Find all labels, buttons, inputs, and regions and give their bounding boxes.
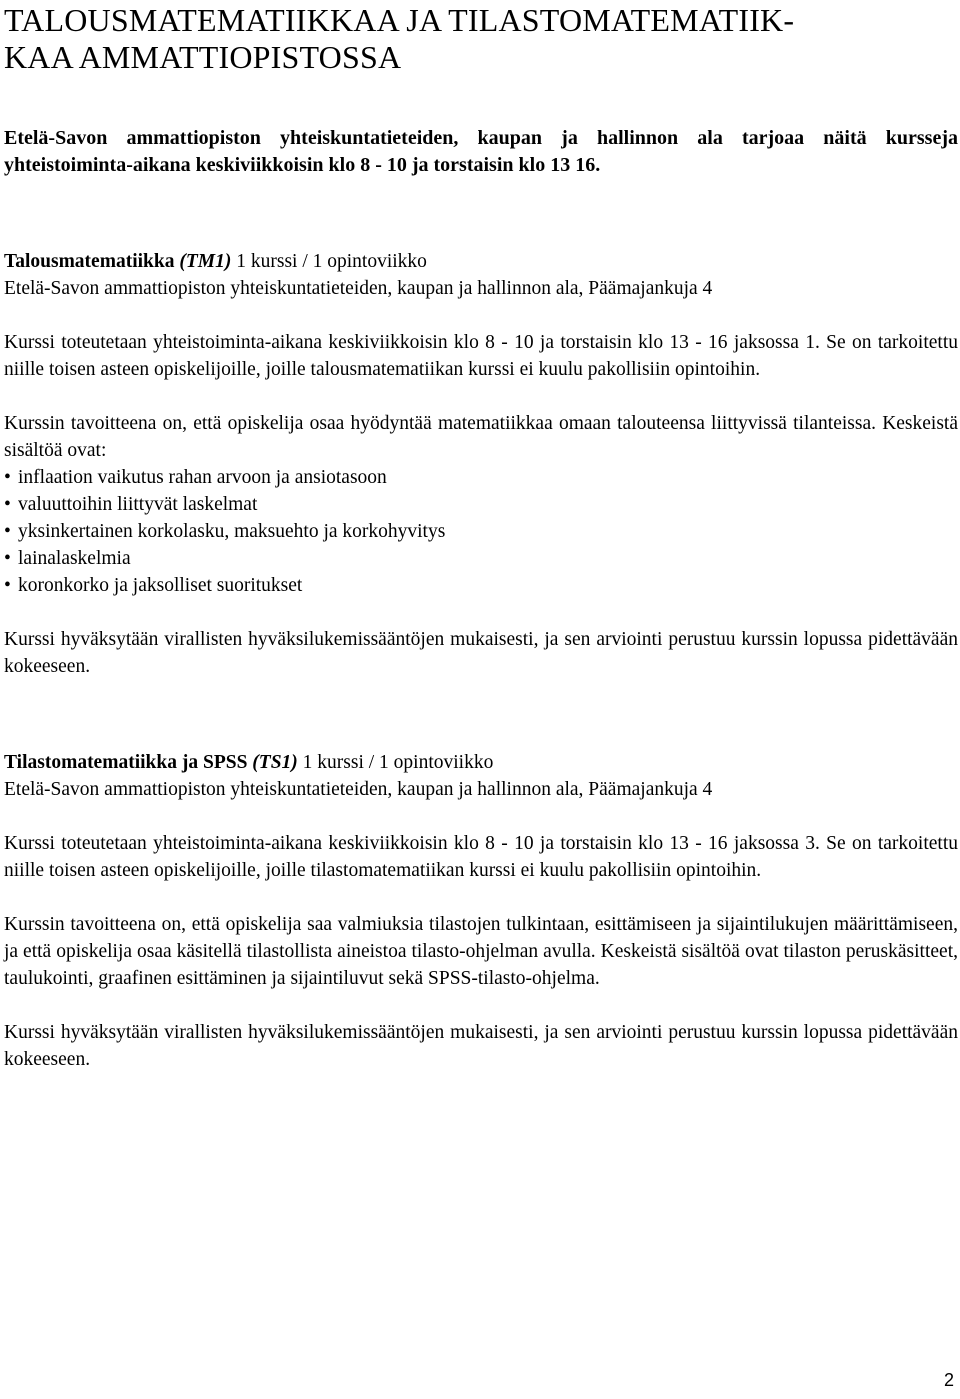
- bullet-icon: •: [4, 467, 11, 488]
- course-goal: Kurssin tavoitteena on, että opiskelija saa valmiuksia tilastojen tulkintaan, esittämiseen ja sijaintilukujen määrittämiseen, ja että opiskelija osaa käsitellä tilastollista aineistoa tilasto-ohjelman avulla. Keskeistä sisältöä ovat tilaston peruskäsitteet, taulukointi, graafinen esittäminen ja sijaintiluvut sekä SPSS-tilasto-ohjelma.: [4, 914, 958, 989]
- bullet-icon: •: [4, 521, 11, 542]
- topic-list: [4, 464, 958, 599]
- course-title: Talousmatematiikka: [4, 251, 175, 272]
- course-schedule: Kurssi toteutetaan yhteistoiminta-aikana keskiviikkoisin klo 8 - 10 ja torstaisin klo 13 - 16 jaksossa 3. Se on tarkoitettu niille toisen asteen opiskelijoille, joille tilastomatematiikan kurssi ei kuulu pakollisiin opintoihin.: [4, 833, 958, 881]
- course-schedule: Kurssi toteutetaan yhteistoiminta-aikana keskiviikkoisin klo 8 - 10 ja torstaisin klo 13 - 16 jaksossa 1. Se on tarkoitettu niille toisen asteen opiskelijoille, joille talousmatematiikan kurssi ei kuulu pakollisiin opintoihin.: [4, 332, 958, 380]
- topic-text: valuuttoihin liittyvät laskelmat: [18, 494, 258, 515]
- course-scope: 1 kurssi / 1 opintoviikko: [297, 752, 494, 773]
- course-heading: [4, 749, 958, 776]
- list-item: [4, 545, 958, 572]
- course-heading: [4, 248, 958, 275]
- page-title-line2: KAA AMMATTIOPISTOSSA: [4, 39, 402, 75]
- list-item: [4, 518, 958, 545]
- list-item: [4, 572, 958, 599]
- course-assessment: Kurssi hyväksytään virallisten hyväksilukemissääntöjen mukaisesti, ja sen arviointi perustuu kurssin lopussa pidettävään kokeeseen.: [4, 1022, 958, 1070]
- page-title-line1: TALOUSMATEMATIIKKAA JA TILASTOMATEMATIIK-: [4, 2, 795, 38]
- bullet-icon: •: [4, 575, 11, 596]
- course-code: (TM1): [179, 251, 232, 272]
- course-tilastomatematiikka: [4, 749, 958, 1073]
- intro-paragraph: Etelä-Savon ammattiopiston yhteiskuntatieteiden, kaupan ja hallinnon ala tarjoaa näitä kursseja yhteistoiminta-aikana keskiviikkoisin klo 8 - 10 ja torstaisin klo 13 16.: [4, 127, 958, 176]
- course-goal: Kurssin tavoitteena on, että opiskelija osaa hyödyntää matematiikkaa omaan talouteensa liittyvissä tilanteissa. Keskeistä sisältöä ovat:: [4, 413, 958, 461]
- topic-text: yksinkertainen korkolasku, maksuehto ja korkohyvitys: [18, 521, 446, 542]
- course-location: Etelä-Savon ammattiopiston yhteiskuntatieteiden, kaupan ja hallinnon ala, Päämajankuja 4: [4, 278, 713, 299]
- course-code: (TS1): [252, 752, 298, 773]
- bullet-icon: •: [4, 494, 11, 515]
- course-talousmatematiikka: [4, 248, 958, 680]
- topic-text: inflaation vaikutus rahan arvoon ja ansiotasoon: [18, 467, 387, 488]
- list-item: [4, 464, 958, 491]
- bullet-icon: •: [4, 548, 11, 569]
- course-location: Etelä-Savon ammattiopiston yhteiskuntatieteiden, kaupan ja hallinnon ala, Päämajankuja 4: [4, 779, 713, 800]
- topic-text: koronkorko ja jaksolliset suoritukset: [18, 575, 303, 596]
- course-assessment: Kurssi hyväksytään virallisten hyväksilukemissääntöjen mukaisesti, ja sen arviointi perustuu kurssin lopussa pidettävään kokeeseen.: [4, 629, 958, 677]
- topic-text: lainalaskelmia: [18, 548, 131, 569]
- course-scope: 1 kurssi / 1 opintoviikko: [231, 251, 427, 272]
- list-item: [4, 491, 958, 518]
- document-page: [4, 0, 958, 1073]
- course-title: Tilastomatematiikka ja SPSS: [4, 752, 248, 773]
- page-number: 2: [943, 1370, 954, 1390]
- page-title: [4, 0, 958, 76]
